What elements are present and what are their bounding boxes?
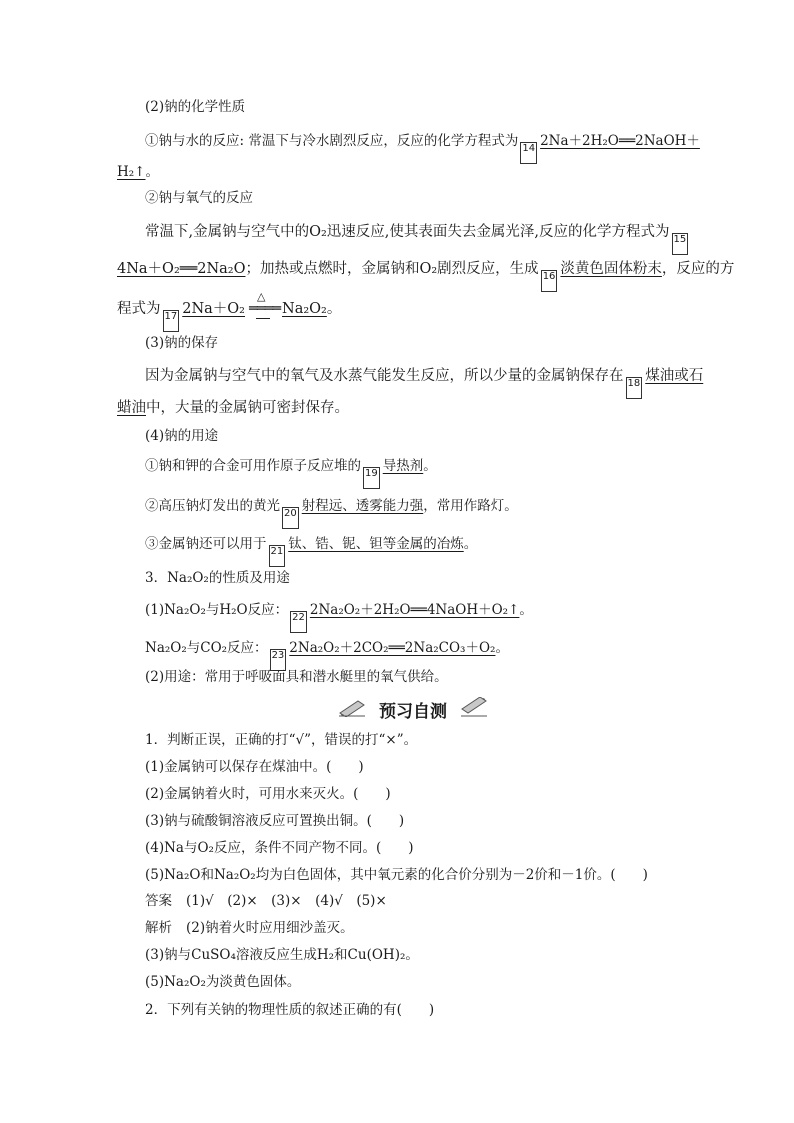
question-item: (2)金属钠着火时，可用水来灭火。( ) (145, 786, 391, 802)
fill-answer: 钛、锆、铌、钽等金属的冶炼 (288, 536, 464, 552)
answer-blank-number: 16 (541, 270, 558, 292)
text-line: H₂↑。 (117, 164, 159, 180)
fill-answer: 导热剂 (382, 458, 424, 474)
text-line: Na₂O₂与CO₂反应： 23 2Na₂O₂＋2CO₂══2Na₂CO₃＋O₂。 (145, 638, 509, 671)
question-item: (4)Na与O₂反应，条件不同产物不同。( ) (145, 840, 414, 856)
text-line: ②钠与氧气的反应 (145, 190, 253, 206)
analysis-line: (3)钠与CuSO₄溶液反应生成H₂和Cu(OH)₂。 (145, 947, 419, 963)
text-line: 因为金属钠与空气中的氧气及水蒸气能发生反应，所以少量的金属钠保存在 18 煤油或石 (145, 366, 703, 399)
equation-answer: 2Na₂O₂＋2H₂O══4NaOH＋O₂↑ (309, 602, 520, 618)
question-item: (5)Na₂O和Na₂O₂均为白色固体，其中氧元素的化合价分别为－2价和－1价。( ) (145, 867, 648, 883)
answer-blank-number: 23 (270, 649, 287, 671)
section-heading-storage: (3)钠的保存 (145, 335, 219, 351)
text-line: ①钠和钾的合金可用作原子反应堆的 19 导热剂。 (145, 456, 437, 489)
equation-answer: 2Na₂O₂＋2CO₂══2Na₂CO₃＋O₂ (289, 640, 496, 656)
answer-blank-number: 20 (282, 507, 299, 529)
answer-blank-number: 17 (163, 310, 180, 332)
question-item: (3)钠与硫酸铜溶液反应可置换出铜。( ) (145, 813, 405, 829)
question-item: (1)金属钠可以保存在煤油中。( ) (145, 759, 364, 775)
answer-label: 答案 (145, 893, 172, 909)
pencil-icon (460, 697, 488, 717)
question-1: 1．判断正误，正确的打“√”，错误的打“×”。 (145, 732, 418, 748)
answer-blank-number: 19 (363, 467, 380, 489)
answer-blank-number: 18 (626, 377, 643, 399)
text-line: 程式为 17 2Na＋O₂ △ ════ Na₂O₂。 (117, 299, 341, 332)
text-line: 常温下,金属钠与空气中的O₂迅速反应,使其表面失去金属光泽,反应的化学方程式为 15 (145, 222, 691, 255)
fill-answer: 煤油或石 (645, 368, 704, 384)
answer-blank-number: 22 (290, 611, 307, 633)
answer-blank-number: 14 (520, 142, 537, 164)
answer-line: 答案 (1)√ (2)× (3)× (4)√ (5)× (145, 893, 387, 909)
text-line: 蜡油中，大量的金属钠可密封保存。 (117, 400, 349, 416)
section-title: 预习自测 (379, 702, 447, 722)
answer-blank-number: 15 (672, 233, 689, 255)
section-heading-na2o2: 3．Na₂O₂的性质及用途 (145, 570, 290, 586)
text-line: 4Na＋O₂══2Na₂O；加热或点燃时，金属钠和O₂剧烈反应，生成 16 淡黄色固体粉末，反应的方 (117, 259, 734, 292)
text-line: (1)Na₂O₂与H₂O反应： 22 2Na₂O₂＋2H₂O══4NaOH＋O₂↑。 (145, 600, 533, 633)
answer-blank-number: 21 (269, 545, 286, 567)
section-heading-chemical-properties: (2)钠的化学性质 (145, 99, 246, 115)
text-line: ①钠与水的反应: 常温下与冷水剧烈反应，反应的化学方程式为 14 2Na＋2H₂O══2NaOH＋ (145, 131, 700, 164)
text-line: ③金属钠还可以用于 21 钛、锆、铌、钽等金属的冶炼。 (145, 534, 477, 567)
section-title-banner (338, 696, 488, 720)
fill-answer: 淡黄色固体粉末 (560, 261, 662, 277)
section-heading-uses: (4)钠的用途 (145, 428, 219, 444)
fill-answer: 射程远、透雾能力强 (301, 498, 424, 514)
heating-condition-sign: △ ════ (249, 290, 280, 317)
pencil-icon (338, 697, 366, 717)
analysis-line: (5)Na₂O₂为淡黄色固体。 (145, 974, 301, 990)
text-line: (2)用途：常用于呼吸面具和潜水艇里的氧气供给。 (145, 669, 448, 685)
text-line: ②高压钠灯发出的黄光 20 射程远、透雾能力强，常用作路灯。 (145, 496, 518, 529)
analysis-line: 解析 (2)钠着火时应用细沙盖灭。 (145, 920, 354, 936)
equation-answer: 4Na＋O₂══2Na₂O (117, 261, 246, 277)
question-2: 2．下列有关钠的物理性质的叙述正确的有( ) (145, 1002, 435, 1018)
equation-answer: 2Na＋2H₂O══2NaOH＋ (540, 133, 700, 149)
analysis-label: 解析 (145, 920, 172, 936)
